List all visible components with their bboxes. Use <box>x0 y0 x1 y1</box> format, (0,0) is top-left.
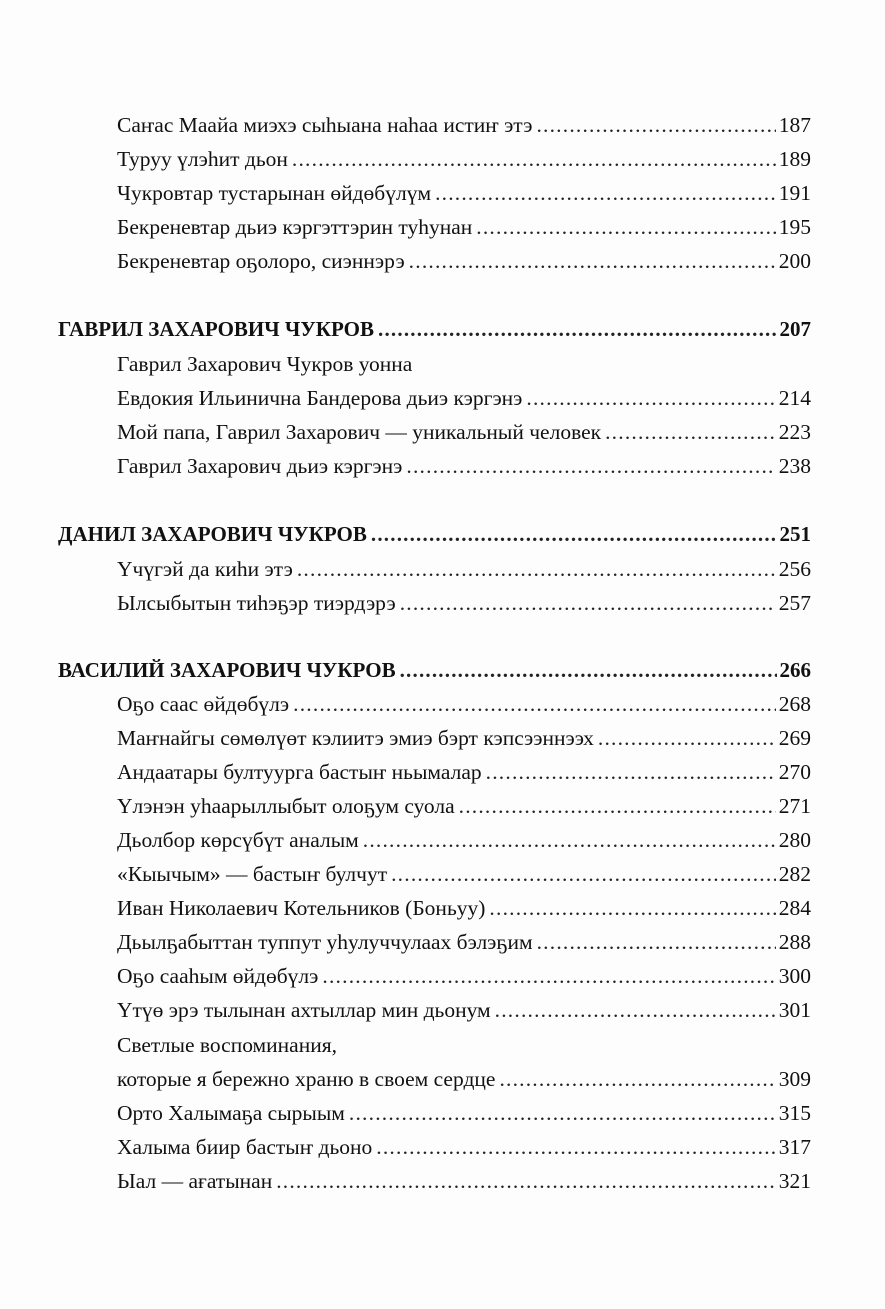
toc-section-heading <box>58 314 811 344</box>
toc-page-number: 309 <box>778 1067 811 1091</box>
toc-entry-title: ДАНИЛ ЗАХАРОВИЧ ЧУКРОВ <box>58 522 367 546</box>
dot-leader <box>349 1098 776 1128</box>
dot-leader <box>526 383 775 413</box>
toc-entry-title: Үчүгэй да киһи этэ <box>117 557 293 581</box>
toc-entry-title: Халыма биир бастыҥ дьоно <box>117 1135 373 1159</box>
toc-entry-title: Саҥас Маайа миэхэ сыһыана наһаа истиҥ этэ <box>117 113 533 137</box>
toc-entry <box>117 859 811 889</box>
dot-leader <box>409 246 776 276</box>
toc-entry <box>117 451 811 481</box>
toc-entry <box>117 1064 811 1094</box>
toc-entry-title: Мой папа, Гаврил Захарович — уникальный человек <box>117 420 602 444</box>
toc-entry <box>117 110 811 140</box>
toc-entry <box>117 212 811 242</box>
toc-entry-title: которые я бережно храню в своем сердце <box>117 1067 496 1091</box>
toc-entry-title: «Кыычым» — бастыҥ булчут <box>117 862 388 886</box>
toc-entry-title: Дьылҕабыттан туппут уһулуччулаах бэлэҕим <box>117 930 533 954</box>
toc-entry <box>117 1166 811 1196</box>
toc-entry <box>117 554 811 584</box>
toc-page-number: 223 <box>778 420 811 444</box>
toc-entry-title: Дьолбор көрсүбүт аналым <box>117 828 359 852</box>
dot-leader <box>435 178 776 208</box>
toc-entry-title: Маҥнайгы сөмөлүөт кэлиитэ эмиэ бэрт кэпсээннээх <box>117 726 594 750</box>
dot-leader <box>371 519 777 549</box>
toc-entry-title: Гаврил Захарович Чукров уонна <box>117 352 413 376</box>
toc-entry-title: Үтүө эрэ тылынан ахтыллар мин дьонум <box>117 998 491 1022</box>
dot-leader <box>406 451 775 481</box>
toc-entry-title: Андаатары бултуурга бастыҥ ньымалар <box>117 760 482 784</box>
toc-page-number: 200 <box>778 249 811 273</box>
toc-section-heading <box>58 655 811 685</box>
dot-leader <box>297 554 776 584</box>
toc-page-number: 238 <box>778 454 811 478</box>
dot-leader <box>322 961 775 991</box>
dot-leader <box>378 314 776 344</box>
toc-page-number: 269 <box>778 726 811 750</box>
dot-leader <box>476 212 775 242</box>
toc-entry <box>117 961 811 991</box>
toc-entry-title: Орто Халымаҕа сырыым <box>117 1101 345 1125</box>
dot-leader <box>400 588 776 618</box>
toc-entry <box>117 417 811 447</box>
toc-page-number: 257 <box>778 591 811 615</box>
toc-entry-title: Гаврил Захарович дьиэ кэргэнэ <box>117 454 403 478</box>
toc-page-number: 268 <box>778 692 811 716</box>
toc-page-number: 187 <box>778 113 811 137</box>
toc-entry <box>117 893 811 923</box>
toc-page-number: 270 <box>778 760 811 784</box>
toc-page-number: 282 <box>778 862 811 886</box>
toc-page-number: 271 <box>778 794 811 818</box>
toc-page-number: 284 <box>778 896 811 920</box>
toc-page-number: 189 <box>778 147 811 171</box>
dot-leader <box>376 1132 775 1162</box>
dot-leader <box>293 689 776 719</box>
toc-page-number: 251 <box>779 522 811 546</box>
dot-leader <box>536 110 775 140</box>
dot-leader <box>292 144 776 174</box>
toc-entry-title: ГАВРИЛ ЗАХАРОВИЧ ЧУКРОВ <box>58 317 375 341</box>
toc-section-heading <box>58 519 811 549</box>
toc-page-number: 321 <box>778 1169 811 1193</box>
toc-page-number: 300 <box>778 964 811 988</box>
dot-leader <box>537 927 776 957</box>
toc-page-number: 195 <box>778 215 811 239</box>
toc-entry <box>117 995 811 1025</box>
toc-entry <box>117 144 811 174</box>
toc-entry-title: Евдокия Ильинична Бандерова дьиэ кэргэнэ <box>117 386 523 410</box>
toc-entry <box>117 349 811 379</box>
toc-page-number: 214 <box>778 386 811 410</box>
dot-leader <box>276 1166 776 1196</box>
toc-entry <box>117 1132 811 1162</box>
toc-entry-title: Үлэнэн уһаарыллыбыт олоҕум суола <box>117 794 455 818</box>
toc-entry-title: Бекреневтар оҕолоро, сиэннэрэ <box>117 249 405 273</box>
toc-entry <box>117 825 811 855</box>
toc-page-number: 256 <box>778 557 811 581</box>
toc-entry <box>117 757 811 787</box>
toc-entry <box>117 791 811 821</box>
toc-entry-title: ВАСИЛИЙ ЗАХАРОВИЧ ЧУКРОВ <box>58 658 396 682</box>
toc-entry <box>117 1098 811 1128</box>
toc-entry <box>117 723 811 753</box>
toc-entry-title: Туруу үлэһит дьон <box>117 147 288 171</box>
toc-page-number: 191 <box>778 181 811 205</box>
toc-page-number: 266 <box>779 658 811 682</box>
toc-page-number: 207 <box>779 317 811 341</box>
dot-leader <box>459 791 776 821</box>
toc-entry-title: Оҕо сааһым өйдөбүлэ <box>117 964 319 988</box>
toc-page-number: 280 <box>778 828 811 852</box>
toc-page-number: 315 <box>778 1101 811 1125</box>
dot-leader <box>489 893 775 923</box>
toc-entry <box>117 178 811 208</box>
toc-entry-title: Чукровтар тустарынан өйдөбүлүм <box>117 181 432 205</box>
toc-entry <box>117 588 811 618</box>
toc-entry <box>117 1030 811 1060</box>
toc-entry <box>117 383 811 413</box>
toc-entry-title: Бекреневтар дьиэ кэргэттэрин туһунан <box>117 215 473 239</box>
toc-entry-title: Ылсыбытын тиһэҕэр тиэрдэрэ <box>117 591 396 615</box>
toc-entry-title: Светлые воспоминания, <box>117 1033 337 1057</box>
dot-leader <box>598 723 776 753</box>
dot-leader <box>391 859 776 889</box>
dot-leader <box>605 417 776 447</box>
toc-entry <box>117 689 811 719</box>
toc-entry-title: Ыал — ағатынан <box>117 1169 273 1193</box>
toc-entry-title: Иван Николаевич Котельников (Боньуу) <box>117 896 486 920</box>
dot-leader <box>400 655 777 685</box>
dot-leader <box>499 1064 775 1094</box>
dot-leader <box>363 825 776 855</box>
dot-leader <box>495 995 776 1025</box>
toc-entry-title: Оҕо саас өйдөбүлэ <box>117 692 290 716</box>
toc-page-number: 317 <box>778 1135 811 1159</box>
dot-leader <box>486 757 776 787</box>
toc-entry <box>117 927 811 957</box>
toc-page-number: 288 <box>778 930 811 954</box>
toc-entry <box>117 246 811 276</box>
toc-page-number: 301 <box>778 998 811 1022</box>
